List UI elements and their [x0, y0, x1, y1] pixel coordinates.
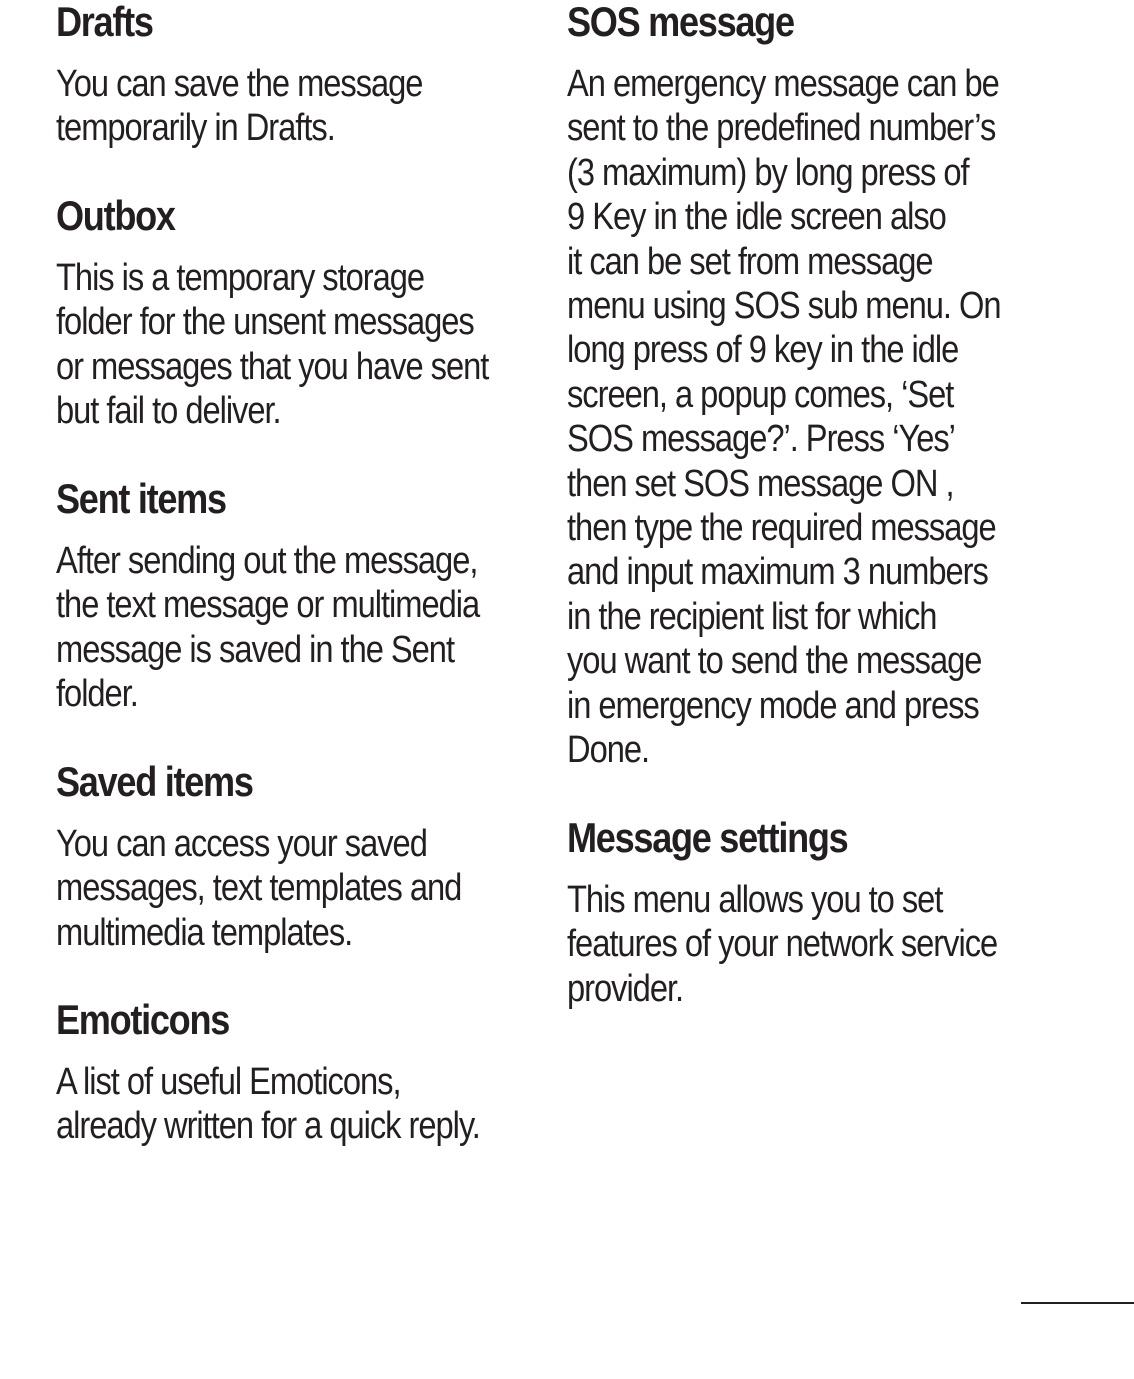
body-line: You can save the message: [56, 63, 423, 105]
body-line: folder for the unsent messages: [56, 301, 474, 344]
section-body: [56, 62, 422, 151]
section-sos-message: [567, 0, 1071, 773]
body-line: Done.: [567, 729, 650, 772]
body-line: in the recipient list for which: [567, 595, 937, 638]
section-heading: Emoticons: [56, 996, 230, 1043]
body-line: sent to the predefined number’s: [567, 107, 996, 150]
section-message-settings: [567, 816, 1067, 1011]
body-line: After sending out the message,: [56, 540, 478, 582]
body-line: then set SOS message ON ,: [567, 462, 954, 505]
body-line: messages, text templates and: [56, 867, 462, 910]
body-line: multimedia templates.: [56, 911, 353, 954]
body-line: and input maximum 3 numbers: [567, 551, 988, 594]
section-body: [56, 539, 479, 717]
section-heading: Outbox: [56, 192, 175, 239]
section-emoticons: [56, 998, 549, 1149]
body-line: folder.: [56, 673, 138, 716]
body-line: it can be set from message: [567, 240, 933, 283]
body-line: This is a temporary storage: [56, 257, 425, 299]
section-heading: Message settings: [567, 814, 848, 861]
section-heading: SOS message: [567, 0, 794, 45]
section-body: [56, 256, 488, 434]
body-line: in emergency mode and press: [567, 684, 979, 727]
body-line: SOS message?’. Press ‘Yes’: [567, 418, 955, 461]
body-line: menu using SOS sub menu. On: [567, 285, 1001, 328]
body-line: An emergency message can be: [567, 63, 999, 105]
body-line: This menu allows you to set: [567, 879, 943, 921]
body-line: or messages that you have sent: [56, 345, 489, 388]
body-line: temporarily in Drafts.: [56, 107, 335, 150]
page-footer-rule: [1021, 1302, 1134, 1304]
section-drafts: [56, 0, 482, 151]
body-line: long press of 9 key in the idle: [567, 329, 959, 372]
body-line: but fail to deliver.: [56, 390, 281, 433]
section-outbox: [56, 194, 559, 434]
body-line: message is saved in the Sent: [56, 628, 455, 671]
section-saved-items: [56, 760, 527, 955]
section-body: [567, 62, 1001, 773]
section-heading: Saved items: [56, 758, 253, 805]
body-line: A list of useful Emoticons,: [56, 1061, 401, 1103]
body-line: then type the required message: [567, 507, 996, 550]
body-line: you want to send the message: [567, 640, 982, 683]
section-heading: Drafts: [56, 0, 153, 45]
body-line: You can access your saved: [56, 823, 427, 865]
section-body: [56, 1060, 480, 1149]
body-line: provider.: [567, 967, 684, 1010]
section-body: [56, 822, 461, 955]
body-line: screen, a popup comes, ‘Set: [567, 373, 954, 416]
body-line: (3 maximum) by long press of: [567, 151, 969, 194]
section-sent-items: [56, 477, 548, 717]
body-line: the text message or multimedia: [56, 584, 480, 627]
body-line: 9 Key in the idle screen also: [567, 196, 946, 239]
section-heading: Sent items: [56, 475, 226, 522]
body-line: already written for a quick reply.: [56, 1105, 480, 1148]
body-line: features of your network service: [567, 923, 998, 966]
section-body: [567, 878, 997, 1011]
